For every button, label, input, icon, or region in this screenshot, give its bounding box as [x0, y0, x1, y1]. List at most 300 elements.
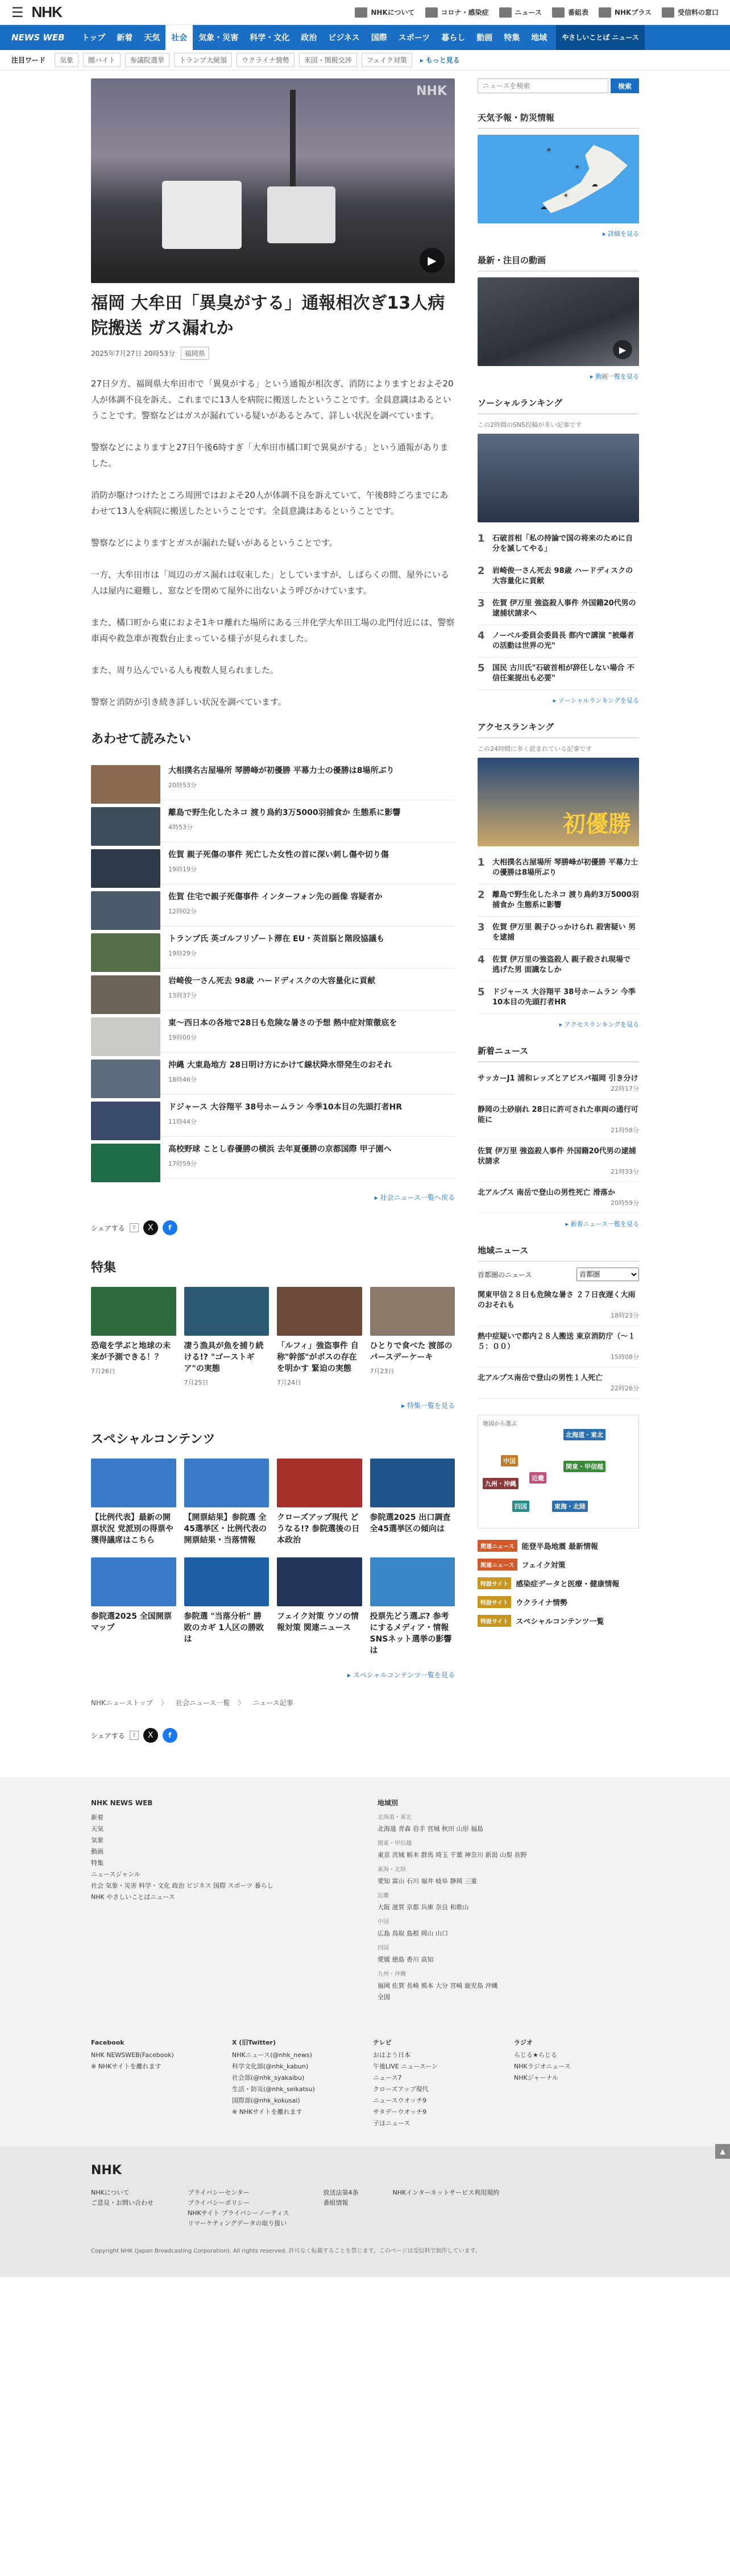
feature-title[interactable]: ひとりで食べた 渡部のパースデーケーキ	[370, 1341, 453, 1362]
footer-link[interactable]: 天気	[91, 1825, 103, 1833]
nav-region[interactable]: 地域	[531, 34, 548, 43]
special-card[interactable]	[370, 1459, 455, 1546]
sun-icon: ☀	[546, 146, 552, 154]
related-title[interactable]: 沖縄 大東島地方 28日明け方にかけて線状降水帯発生のおそれ 18時46分	[168, 1060, 392, 1087]
regional-news-list	[478, 1285, 639, 1399]
latest-news-list	[478, 1068, 639, 1214]
special-title[interactable]: 参院選 "当落分析" 勝敗のカギ 1人区の勝敗は	[184, 1612, 264, 1644]
banner-text[interactable]: フェイク対策	[521, 1561, 566, 1570]
facebook-share-icon[interactable]: f	[163, 1220, 177, 1235]
footer-social-link[interactable]: 科学文化部(@nhk_kabun)	[232, 2063, 309, 2070]
feature-card[interactable]	[370, 1287, 455, 1387]
latest-more-link[interactable]: ▸ 新着ニュース一覧を見る	[565, 1220, 639, 1228]
banner-text[interactable]: 能登半島地震 最新情報	[521, 1543, 599, 1551]
access-ranking-item[interactable]	[478, 949, 639, 982]
footer-nhk-logo[interactable]: NHK	[91, 2163, 122, 2178]
footer-social-link[interactable]: ニュース7	[373, 2074, 402, 2081]
sun-icon: ☀	[563, 192, 569, 200]
access-ranking-item[interactable]	[478, 982, 639, 1014]
footer-brand: NHK NEWS WEB	[91, 1799, 153, 1807]
breadcrumb-item[interactable]: 社会ニュース一覧	[175, 1699, 230, 1707]
social-ranking-item-title[interactable]: 岩崎俊一さん死去 98歳 ハードディスクの大容量化に貢献	[492, 567, 633, 585]
related-thumbnail[interactable]	[91, 1060, 160, 1098]
nav-feature[interactable]: 特集	[504, 34, 520, 43]
feature-card[interactable]	[184, 1287, 269, 1387]
feature-title[interactable]: 「ルフィ」強盗事件 自称"幹部"がボスの存在を明かす 緊迫の実態	[277, 1341, 359, 1373]
related-time: 19時29分	[168, 950, 197, 957]
special-more-link[interactable]: ▸ スペシャルコンテンツ一覧を見る	[347, 1671, 455, 1679]
footer-region-link[interactable]: 北海道・東北	[378, 1814, 412, 1821]
sidebar-banner[interactable]	[478, 1615, 639, 1627]
special-title[interactable]: 参院選2025 全国開票マップ	[91, 1612, 172, 1632]
region-selector	[478, 1268, 639, 1281]
latest-news-item[interactable]	[478, 1182, 639, 1214]
footer-region-link[interactable]: 中国	[378, 1919, 389, 1925]
rank-number: 3	[478, 597, 485, 609]
nav-business[interactable]: ビジネス	[328, 34, 360, 43]
top-link-fee[interactable]: 受信料の窓口	[662, 7, 719, 18]
regional-news-item[interactable]	[478, 1285, 639, 1326]
footer-link[interactable]: 社会 気象・災害 科学・文化 政治 ビジネス 国際 スポーツ 暮らし	[91, 1882, 273, 1889]
ranking-top-image[interactable]	[478, 758, 639, 846]
banner-text[interactable]: 感染症データと医療・健康情報	[516, 1580, 620, 1589]
trending-tags	[0, 50, 730, 70]
footer-social-link[interactable]: らじる★らじる	[514, 2051, 557, 2059]
top-link-program[interactable]: 番組表	[552, 7, 588, 18]
special-card[interactable]	[370, 1557, 455, 1656]
footer-bottom-link[interactable]: NHKについて	[91, 2189, 130, 2196]
breadcrumb-item: ニュース記事	[252, 1699, 293, 1707]
latest-news-item-time: 21時58分	[611, 1127, 639, 1134]
footer-region-link[interactable]: 関東・甲信越	[378, 1840, 412, 1847]
main-column	[91, 78, 455, 1765]
special-thumbnail[interactable]	[277, 1557, 362, 1606]
social-ranking-item[interactable]	[478, 593, 639, 625]
nav-sports[interactable]: スポーツ	[398, 34, 430, 43]
breadcrumb-item[interactable]: NHKニューストップ	[91, 1699, 153, 1707]
banner-text[interactable]: ウクライナ情勢	[516, 1599, 567, 1607]
footer-social-heading: テレビ	[373, 2039, 392, 2046]
footer-region-link[interactable]: 近畿	[378, 1893, 389, 1899]
related-thumbnail[interactable]	[91, 807, 160, 846]
social-ranking-more-link[interactable]: ▸ ソーシャルランキングを見る	[553, 697, 639, 704]
special-thumbnail[interactable]	[91, 1459, 176, 1507]
features-grid	[91, 1287, 455, 1387]
special-card[interactable]	[277, 1557, 362, 1656]
related-list	[91, 758, 455, 1179]
region-kanto[interactable]: 関東・甲信越	[563, 1461, 605, 1472]
footer-social-link[interactable]: 午後LIVE ニュースーン	[373, 2063, 438, 2070]
play-icon[interactable]: ▶	[420, 248, 445, 273]
footer-social-link[interactable]: 子ほニュース	[373, 2120, 410, 2127]
social-ranking-title: ソーシャルランキング	[478, 397, 639, 414]
feature-card[interactable]	[277, 1287, 362, 1387]
latest-news-item[interactable]	[478, 1141, 639, 1182]
related-thumbnail[interactable]	[91, 1102, 160, 1140]
footer-region-link[interactable]: 九州・沖縄	[378, 1971, 406, 1977]
special-card[interactable]	[91, 1557, 176, 1656]
footer-social-link[interactable]: 社会部(@nhk_syakaibu)	[232, 2074, 305, 2081]
footer-bottom-link[interactable]: プライバシーポリシー	[188, 2199, 250, 2207]
footer-social-link[interactable]: NHKラジオニュース	[514, 2063, 571, 2070]
sidebar-banner[interactable]	[478, 1540, 639, 1552]
article-date: 2025年7月27日 20時53分	[91, 350, 175, 358]
footer-bottom-link[interactable]: NHKサイト プライバシーノーティス	[188, 2209, 289, 2217]
feature-title[interactable]: 恐竜を学ぶと地球の未来が予測できる！？	[91, 1341, 171, 1362]
nav-weather[interactable]: 天気	[144, 34, 160, 43]
footer-region-link[interactable]: 北海道 青森 岩手 宮城 秋田 山形 福島	[378, 1825, 483, 1833]
region-hokkaido-tohoku[interactable]: 北海道・東北	[563, 1429, 605, 1440]
footer-social-link[interactable]: 生活・防災(@nhk_seikatsu)	[232, 2085, 315, 2093]
top-links	[355, 7, 719, 18]
related-title[interactable]: 東～西日本の各地で28日も危険な暑さの予想 熱中症対策徹底を 19時00分	[168, 1017, 397, 1045]
nav-video[interactable]: 動画	[476, 34, 493, 43]
region-kinki[interactable]: 近畿	[529, 1472, 546, 1484]
social-ranking-item[interactable]	[478, 560, 639, 593]
special-thumbnail[interactable]	[277, 1459, 362, 1507]
tag-item[interactable]: トランプ大統領	[174, 53, 232, 67]
video-box	[478, 254, 639, 381]
footer-social-link[interactable]: おはよう日本	[373, 2051, 410, 2059]
social-ranking-item-title[interactable]: 石破首相「私の持論で国の将来のために自分を滅してやる」	[492, 534, 633, 553]
tag-item[interactable]: 米国・関税交渉	[299, 53, 357, 67]
related-title[interactable]: ドジャース 大谷翔平 38号ホームラン 今季10本目の先頭打者HR 11時44分	[168, 1102, 402, 1129]
related-title[interactable]: 大相撲名古屋場所 琴勝峰が初優勝 平幕力士の優勝は8場所ぶり 20時53分	[168, 765, 395, 793]
article-category[interactable]: 福岡県	[181, 347, 209, 360]
article-paragraph: 警察と消防が引き続き詳しい状況を調べています。	[91, 697, 287, 707]
special-thumbnail[interactable]	[370, 1459, 455, 1507]
footer-links	[91, 2188, 639, 2229]
tags-more-link[interactable]: ▸ もっと見る	[420, 56, 460, 64]
banner-tag: 関連ニュース	[478, 1540, 517, 1552]
special-title[interactable]: フェイク対策 ウソの情報対策 関連ニュース	[277, 1612, 359, 1632]
latest-news-item-title[interactable]: サッカーJ1 浦和レッズとアビスパ福岡 引き分け	[478, 1074, 638, 1083]
rank-number: 1	[478, 857, 485, 869]
rank-number: 5	[478, 986, 485, 998]
region-shikoku[interactable]: 四国	[512, 1501, 529, 1512]
footer-bottom-link[interactable]: 番組情報	[323, 2199, 349, 2207]
sidebar-banner[interactable]	[478, 1559, 639, 1570]
article-paragraph: また、橘口町から東におよそ1キロ離れた場所にある三井化学大牟田工場の北門付近には、警察車両や救急車が複数台止まっている様子が見られました。	[91, 617, 455, 643]
social-ranking-item[interactable]	[478, 625, 639, 658]
footer-social-link[interactable]: サタデーウオッチ9	[373, 2108, 427, 2116]
article-paragraph: 消防が駆けつけたところ周囲ではおよそ20人が体調不良を訴えていて、午後8時ごろまでにあわせて13人を病院に搬送したということです。全員意識はあるということです。	[91, 490, 449, 516]
tag-item[interactable]: 闇バイト	[83, 53, 121, 67]
help-icon[interactable]: ?	[130, 1223, 139, 1232]
related-item[interactable]	[91, 884, 455, 926]
related-item[interactable]	[91, 1053, 455, 1095]
related-time: 19時00分	[168, 1034, 197, 1041]
regional-news-item[interactable]	[478, 1368, 639, 1399]
article-meta	[91, 347, 455, 360]
top-link-news[interactable]: ニュース	[499, 7, 542, 18]
footer-social-link[interactable]: ニュースウオッチ9	[373, 2097, 427, 2104]
footer-region-link[interactable]: 愛知 富山 石川 福井 岐阜 静岡 三重	[378, 1877, 477, 1885]
footer-bottom-link[interactable]: プライバシーセンター	[188, 2189, 250, 2196]
footer-bottom-link[interactable]: 放送法第4条	[323, 2189, 359, 2196]
social-ranking-item[interactable]	[478, 528, 639, 560]
nhk-logo[interactable]: NHK	[31, 3, 62, 20]
related-thumbnail[interactable]	[91, 1017, 160, 1056]
access-ranking-item[interactable]	[478, 852, 639, 884]
tag-item[interactable]: ウクライナ情勢	[237, 53, 295, 67]
society-list-link[interactable]: ▸ 社会ニュース一覧へ戻る	[374, 1194, 455, 1202]
related-thumbnail[interactable]	[91, 891, 160, 930]
feature-thumbnail[interactable]	[91, 1287, 176, 1336]
related-heading: あわせて読みたい	[91, 732, 192, 746]
footer-social-link[interactable]: ※ NHKサイトを離れます	[232, 2108, 302, 2116]
social-ranking-item-title[interactable]: 国民 古川氏"石破首相が辞任しない場合 不信任案提出も必要"	[492, 664, 634, 683]
related-title[interactable]: トランプ氏 英ゴルフリゾート滞在 EU・英首脳と階段協議も 19時29分	[168, 933, 384, 961]
access-ranking-item[interactable]	[478, 884, 639, 917]
latest-news-item-title[interactable]: 北アルプス 南岳で登山の男性死亡 滑落か	[478, 1189, 616, 1197]
main-nav	[0, 25, 730, 50]
tv-guide-icon	[552, 7, 565, 18]
latest-news-item[interactable]	[478, 1068, 639, 1099]
access-ranking-item-title[interactable]: 大相撲名古屋場所 琴勝峰が初優勝 平幕力士の優勝は8場所ぶり	[492, 858, 638, 877]
related-time: 13時37分	[168, 992, 197, 999]
video-title: 最新・注目の動画	[478, 254, 639, 272]
news-web-logo[interactable]: NEWS WEB	[11, 32, 65, 43]
footer-link[interactable]: 新着	[91, 1814, 103, 1821]
weather-box	[478, 111, 639, 238]
facebook-share-icon[interactable]: f	[163, 1728, 177, 1743]
top-link-plus[interactable]: NHKプラス	[599, 7, 652, 18]
cloud-icon: ☁	[591, 180, 598, 188]
access-ranking-item-title[interactable]: 佐賀 伊万里 親子ひっかけられ 殺害疑い 男を逮捕	[492, 923, 636, 942]
access-ranking-title: アクセスランキング	[478, 721, 639, 738]
help-icon[interactable]: ?	[130, 1731, 139, 1740]
sidebar-banner[interactable]	[478, 1577, 639, 1589]
related-time: 11時44分	[168, 1118, 197, 1125]
footer-social-heading: X (旧Twitter)	[232, 2039, 276, 2046]
region-chugoku[interactable]: 中国	[501, 1455, 518, 1466]
article-body	[91, 376, 455, 710]
footer-social-heading: Facebook	[91, 2039, 125, 2046]
footer-region-link[interactable]: 福岡 佐賀 長崎 熊本 大分 宮崎 鹿児島 沖縄	[378, 1982, 498, 1989]
weather-map[interactable]	[478, 135, 639, 223]
banner-text[interactable]: スペシャルコンテンツ一覧	[516, 1618, 604, 1626]
x-share-icon[interactable]: X	[143, 1220, 158, 1235]
special-title[interactable]: 【開票結果】参院選 全45選挙区・比例代表の開票結果・当落情報	[184, 1513, 267, 1545]
footer-link[interactable]: NHK やさしいことばニュース	[91, 1893, 175, 1901]
related-item[interactable]	[91, 1137, 455, 1179]
footer-social-link[interactable]: NHKニュース(@nhk_news)	[232, 2051, 313, 2059]
feature-thumbnail[interactable]	[184, 1287, 269, 1336]
nav-easy-news[interactable]: やさしいことば ニュース	[556, 25, 645, 50]
latest-news-item[interactable]	[478, 1099, 639, 1141]
social-ranking-item-title[interactable]: 佐賀 伊万里 強盗殺人事件 外国籍20代男の逮捕状請求へ	[492, 599, 636, 618]
related-thumbnail[interactable]	[91, 933, 160, 972]
regional-news-item[interactable]	[478, 1326, 639, 1368]
footer-region-link[interactable]: 東海・北陸	[378, 1867, 406, 1873]
x-share-icon[interactable]: X	[143, 1728, 158, 1743]
banner-tag: 特設サイト	[478, 1615, 511, 1627]
ambulance-image	[162, 181, 242, 249]
nav-top[interactable]: トップ	[81, 34, 106, 43]
footer-link[interactable]: 動画	[91, 1848, 103, 1855]
hamburger-menu-icon[interactable]: ☰	[11, 4, 24, 20]
region-kyushu[interactable]: 九州・沖縄	[483, 1478, 519, 1489]
related-thumbnail[interactable]	[91, 1144, 160, 1182]
nav-new[interactable]: 新着	[117, 34, 133, 43]
latest-news-item-time: 20時59分	[611, 1199, 639, 1207]
related-item[interactable]	[91, 1095, 455, 1137]
related-title[interactable]: 高校野球 ことし春優勝の横浜 去年夏優勝の京都国際 甲子園へ 17時59分	[168, 1144, 392, 1171]
search-button[interactable]: 検索	[611, 78, 639, 93]
related-item[interactable]	[91, 800, 455, 842]
rank-number: 4	[478, 630, 485, 642]
footer-social-column	[91, 2037, 216, 2129]
nav-science[interactable]: 科学・文化	[250, 34, 290, 43]
footer-link[interactable]: ニュースジャンル	[91, 1871, 140, 1878]
related-thumbnail[interactable]	[91, 849, 160, 888]
region-select[interactable]	[576, 1268, 639, 1281]
social-ranking	[478, 397, 639, 705]
footer-social-heading: ラジオ	[514, 2039, 533, 2046]
weather-more-link[interactable]: ▸ 詳細を見る	[602, 230, 639, 238]
footer-link[interactable]: 気象	[91, 1837, 103, 1844]
sidebar-banner[interactable]	[478, 1596, 639, 1608]
footer-region-link[interactable]: 東京 茨城 栃木 群馬 埼玉 千葉 神奈川 新潟 山梨 長野	[378, 1851, 527, 1859]
footer-social-link[interactable]: 国際部(@nhk_kokusai)	[232, 2097, 300, 2104]
feature-thumbnail[interactable]	[277, 1287, 362, 1336]
copyright: Copyright NHK (Japan Broadcasting Corporation). All rights reserved. 許可なく転載することを禁じます。このページは受信料で制作しています。	[91, 2248, 481, 2254]
tag-item[interactable]: 参議院選挙	[125, 53, 169, 67]
latest-news-item-title[interactable]: 静岡の土砂崩れ 28日に許可された車両の通行可能に	[478, 1106, 638, 1124]
search-input[interactable]	[478, 78, 608, 93]
regional-news-item-time: 18時23分	[611, 1312, 639, 1319]
yen-icon	[662, 7, 674, 18]
access-ranking-item-title[interactable]: ドジャース 大谷翔平 38号ホームラン 今季10本目の先頭打者HR	[492, 988, 636, 1007]
related-item[interactable]	[91, 758, 455, 800]
special-title[interactable]: 投票先どう選ぶ? 参考にするメディア・情報 SNSネット選挙の影響は	[370, 1612, 452, 1655]
footer-social-link[interactable]: NHK NEWSWEB(Facebook)	[91, 2051, 174, 2059]
footer-region-link[interactable]: 愛媛 徳島 香川 高知	[378, 1956, 434, 1963]
features-more-link[interactable]: ▸ 特集一覧を見る	[401, 1402, 455, 1410]
virus-icon	[425, 7, 438, 18]
related-title[interactable]: 佐賀 親子死傷の事件 死亡した女性の首に深い刺し傷や切り傷 19時19分	[168, 849, 389, 877]
regional-news-item-title[interactable]: 関東甲信２８日も危険な暑さ ２７日夜遅く大雨のおそれも	[478, 1291, 636, 1310]
nav-life[interactable]: 暮らし	[441, 34, 466, 43]
related-title[interactable]: 離島で野生化したネコ 渡り鳥約3万5000羽捕食か 生態系に影響 4時53分	[168, 807, 400, 835]
top-link-about[interactable]: NHKについて	[355, 7, 414, 18]
latest-news-item-title[interactable]: 佐賀 伊万里 強盗殺人事件 外国籍20代男の逮捕状請求	[478, 1147, 636, 1166]
top-link-covid[interactable]: コロナ・感染症	[425, 7, 489, 18]
regional-news-item-time: 15時08分	[611, 1353, 639, 1361]
access-ranking-more-link[interactable]: ▸ アクセスランキングを見る	[559, 1021, 639, 1028]
share-bar	[91, 1220, 455, 1235]
footer-bottom-link[interactable]: リマーケティングデータの取り扱い	[188, 2220, 287, 2227]
special-card[interactable]	[184, 1557, 269, 1656]
special-card[interactable]	[91, 1459, 176, 1546]
footer-region-link[interactable]: 四国	[378, 1945, 389, 1951]
trending-label: 注目ワード	[11, 56, 46, 64]
article-video[interactable]	[91, 78, 455, 283]
related-thumbnail[interactable]	[91, 975, 160, 1014]
special-thumbnail[interactable]	[184, 1459, 269, 1507]
news-search	[478, 78, 639, 93]
related-thumbnail[interactable]	[91, 765, 160, 804]
footer-region-link[interactable]: 広島 鳥取 島根 岡山 山口	[378, 1930, 448, 1937]
footer-social-column	[514, 2037, 639, 2129]
article-paragraph: また、周り込んでいる人も複数人見られました。	[91, 665, 279, 675]
sidebar-banners	[478, 1540, 639, 1627]
special-thumbnail[interactable]	[91, 1557, 176, 1606]
footer-bottom-link[interactable]: NHKインターネットサービス利用規約	[392, 2189, 500, 2196]
regional-news	[478, 1244, 639, 1399]
related-item[interactable]	[91, 842, 455, 884]
nav-disaster[interactable]: 気象・災害	[198, 34, 239, 43]
news-icon	[499, 7, 512, 18]
feature-card[interactable]	[91, 1287, 176, 1387]
access-ranking-item-title[interactable]: 佐賀 伊万里の強盗殺人 親子殺され現場で 逃げた男 面識なしか	[492, 955, 631, 974]
ranking-top-image[interactable]	[478, 434, 639, 522]
special-title[interactable]: 参院選2025 出口調査 全45選挙区の傾向は	[370, 1513, 451, 1534]
regional-news-item-title[interactable]: 熱中症疑いで都内２８人搬送 東京消防庁（～１５：００）	[478, 1332, 636, 1351]
related-title[interactable]: 岩崎俊一さん死去 98歳 ハードディスクの大容量化に貢献 13時37分	[168, 975, 375, 1003]
related-item[interactable]	[91, 1011, 455, 1053]
video-more-link[interactable]: ▸ 動画一覧を見る	[590, 373, 639, 380]
social-ranking-item[interactable]	[478, 658, 639, 690]
feature-date: 7月25日	[184, 1379, 209, 1386]
special-card[interactable]	[277, 1459, 362, 1546]
special-thumbnail[interactable]	[370, 1557, 455, 1606]
special-title[interactable]: 【比例代表】最新の開票状況 党派別の得票や獲得議席はこちら	[91, 1513, 173, 1545]
footer-bottom-link[interactable]: ご意見・お問い合わせ	[91, 2199, 154, 2207]
social-ranking-item-title[interactable]: ノーベル委員会委員長 都内で講演 "被爆者の活動は世界の光"	[492, 631, 634, 650]
back-to-top-button[interactable]: ▲	[715, 2144, 730, 2159]
related-time: 18時46分	[168, 1076, 197, 1083]
access-ranking-item-title[interactable]: 離島で野生化したネコ 渡り鳥約3万5000羽捕食か 生態系に影響	[492, 891, 639, 909]
footer-region-link[interactable]: 大阪 滋賀 京都 兵庫 奈良 和歌山	[378, 1904, 469, 1911]
footer-link[interactable]: 特集	[91, 1859, 103, 1867]
footer-region-link[interactable]: 全国	[378, 1993, 390, 2001]
special-thumbnail[interactable]	[184, 1557, 269, 1606]
feature-date: 7月26日	[91, 1368, 115, 1375]
sidebar	[478, 78, 639, 1765]
tag-item[interactable]: フェイク対策	[362, 53, 412, 67]
feature-date: 7月24日	[277, 1379, 301, 1386]
special-card[interactable]	[184, 1459, 269, 1546]
related-time: 19時19分	[168, 866, 197, 873]
nav-politics[interactable]: 政治	[301, 34, 317, 43]
nav-international[interactable]: 国際	[371, 34, 387, 43]
regional-news-item-title[interactable]: 北アルプス南岳で登山の男性１人死亡	[478, 1374, 603, 1382]
feature-thumbnail[interactable]	[370, 1287, 455, 1336]
special-grid	[91, 1459, 455, 1656]
footer-social-link[interactable]: NHKジャーナル	[514, 2074, 558, 2081]
related-item[interactable]	[91, 926, 455, 969]
rank-number: 5	[478, 662, 485, 674]
latest-news	[478, 1045, 639, 1228]
article-paragraph: 27日夕方、福岡県大牟田市で「異臭がする」という通報が相次ぎ、消防によりますとおよそ20人が体調不良を訴え、これまでに13人を病院に搬送したということです。全員意識はあるということです。警察などはガスが漏れている疑いがあるとみて、詳しい状況を調べています。	[91, 379, 454, 421]
special-title[interactable]: クローズアップ現代 どうなる!? 参院選後の日本政治	[277, 1513, 360, 1545]
nav-society[interactable]: 社会	[165, 25, 193, 50]
footer-social-link[interactable]: ※ NHKサイトを離れます	[91, 2063, 161, 2070]
related-title[interactable]: 佐賀 住宅で親子死傷事件 インターフォン先の画像 容疑者か 12時02分	[168, 891, 383, 919]
related-time: 4時53分	[168, 824, 193, 831]
feature-title[interactable]: 凄う漁具が魚を捕り続ける!? "ゴーストギア"の実態	[184, 1341, 264, 1373]
play-icon[interactable]: ▶	[613, 340, 632, 359]
region-tokai-hokuriku[interactable]: 東海・北陸	[552, 1501, 588, 1512]
related-item[interactable]	[91, 969, 455, 1011]
tag-item[interactable]: 気象	[55, 53, 78, 67]
video-thumbnail[interactable]	[478, 277, 639, 366]
banner-tag: 特設サイト	[478, 1596, 511, 1608]
access-ranking-item[interactable]	[478, 917, 639, 949]
footer-social-link[interactable]: クローズアップ現代	[373, 2085, 429, 2093]
